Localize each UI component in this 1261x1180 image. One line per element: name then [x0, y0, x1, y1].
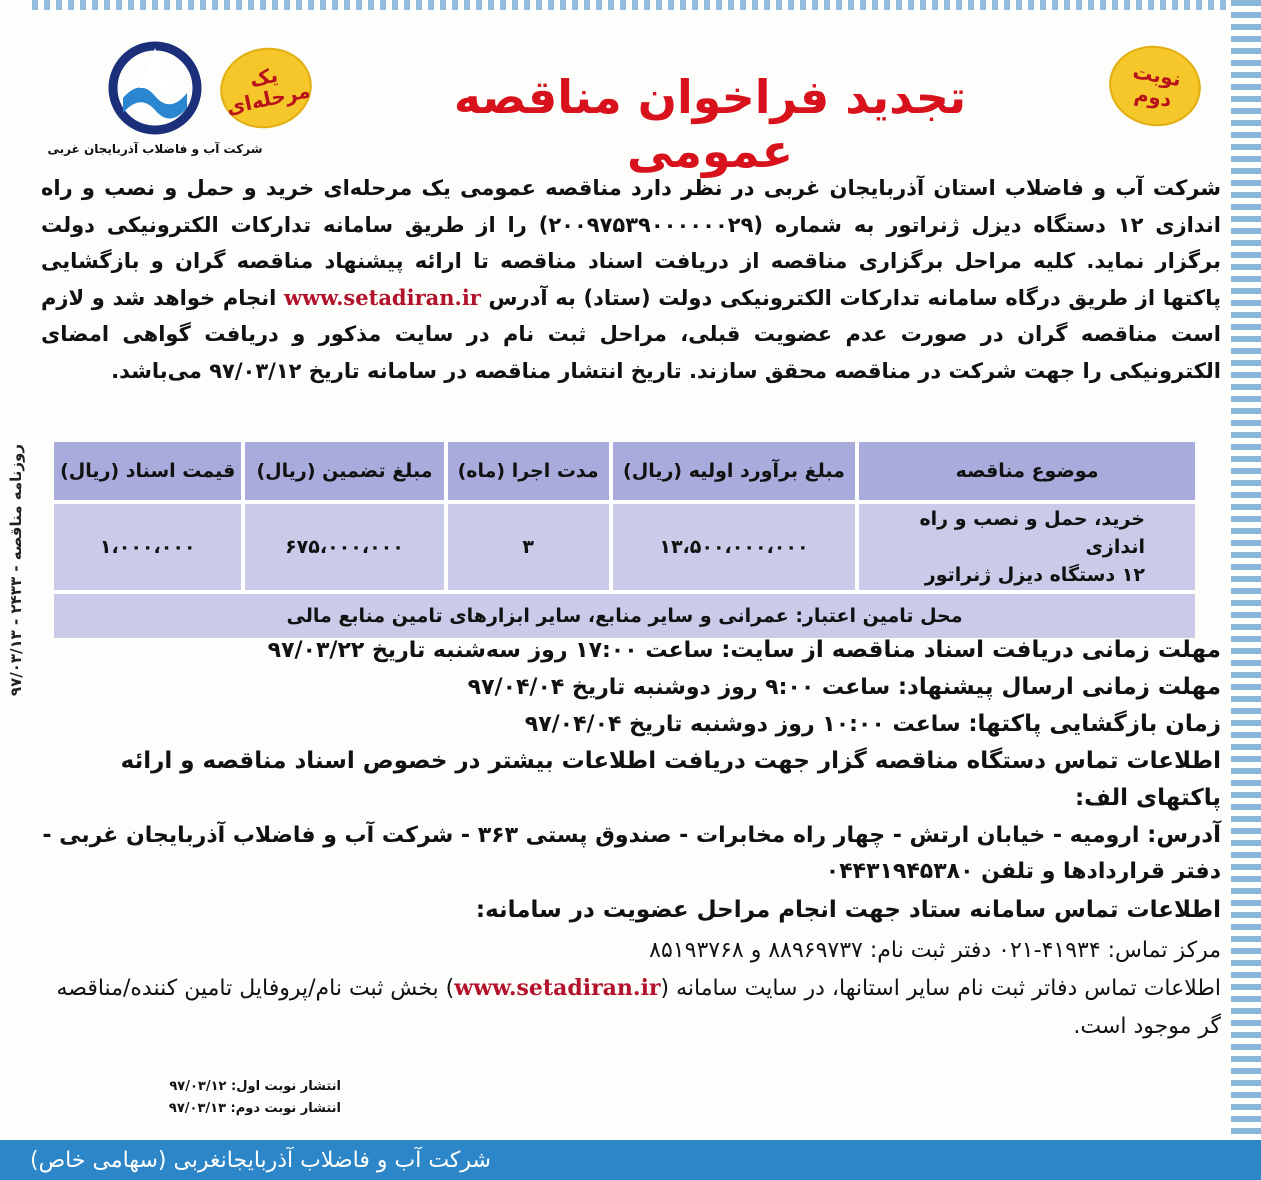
setad-link[interactable]: www.setadiran.ir: [284, 284, 481, 310]
logo-caption: شرکت آب و فاضلاب آذربایجان غربی: [47, 142, 263, 156]
right-wave-border: [1231, 0, 1261, 1180]
cell-subject: [857, 502, 1195, 592]
cell-guarantee: ۶۷۵،۰۰۰،۰۰۰: [243, 502, 445, 592]
contact-heading: [41, 743, 1221, 817]
second-round-badge: نوبت دوم: [1103, 39, 1207, 134]
intro-paragraph: [41, 170, 1221, 389]
call-center: مرکز تماس: ۴۱۹۳۴-۰۲۱ دفتر ثبت نام: ۸۸۹۶۹۷۳۷ و ۸۵۱۹۳۷۶۸: [649, 938, 1221, 963]
provinces-text-1: اطلاعات تماس دفاتر ثبت نام سایر استانها، در سایت سامانه (: [660, 976, 1221, 1001]
deadline-value: ساعت ۱۷:۰۰ روز سه‌شنبه تاریخ ۹۷/۰۳/۲۲: [267, 638, 714, 663]
header-guarantee: مبلغ تضمین (ریال): [243, 442, 445, 502]
deadline-value: ساعت ۹:۰۰ روز دوشنبه تاریخ ۹۷/۰۴/۰۴: [467, 675, 891, 700]
header: [40, 18, 1221, 178]
setad-heading-text: اطلاعات تماس سامانه ستاد جهت انجام مراحل عضویت در سامانه:: [475, 897, 1221, 923]
subject-line-2: ۱۲ دستگاه دیزل ژنراتور: [924, 564, 1145, 586]
publish-second: انتشار نوبت دوم: ۹۷/۰۳/۱۳: [168, 1101, 341, 1116]
deadlines-and-contact: [41, 632, 1221, 1046]
intro-text-1: در نظر دارد مناقصه عمومی یک مرحله‌ای خرید و حمل و نصب و راه اندازی ۱۲ دستگاه دیزل ژنراتور به شماره (۲۰۰۹۷۵۳۹۰۰۰۰۰۰۲۹) را از طریق سامانه تدارکات الکترونیکی دولت برگزار نماید. کلیه مراحل برگزاری مناقصه از دریافت اسناد مناقصه تا ارائه پیشنهاد مناقصه گران و بازگشایی پاکتها از طریق درگاه سامانه تدارکات الکترونیکی دولت (ستاد) به آدرس: [41, 176, 1222, 310]
funding-label: محل تامین اعتبار:: [795, 605, 963, 627]
top-wave-border: [32, 0, 1231, 10]
setad-heading: [41, 892, 1221, 929]
deadline-label: زمان بازگشایی پاکتها:: [968, 711, 1221, 737]
side-strip: [0, 0, 32, 1140]
intro-text-2: انجام خواهد شد و لازم است مناقصه گران در صورت عدم عضویت قبلی، مراحل ثبت نام در سایت مذکور و دریافت گواهی امضای الکترونیکی را جهت شرکت در مناقصه محقق سازند. تاریخ انتشار مناقصه در سامانه تاریخ ۹۷/۰۳/۱۲ می‌باشد.: [41, 285, 1221, 383]
tender-table: [50, 442, 1195, 638]
funding-value: عمرانی و سایر منابع، سایر ابزارهای تامین منابع مالی: [286, 605, 789, 627]
footer-text: شرکت آب و فاضلاب آذربایجانغربی (سهامی خاص): [30, 1147, 491, 1173]
header-subject: موضوع مناقصه: [857, 442, 1195, 502]
cell-doc-price: ۱،۰۰۰،۰۰۰: [52, 502, 243, 592]
deadline-label: مهلت زمانی دریافت اسناد مناقصه از سایت:: [721, 637, 1221, 663]
deadline-opening: [41, 706, 1221, 743]
publish-first: انتشار نوبت اول: ۹۷/۰۳/۱۲: [169, 1079, 341, 1094]
page-title: تجدید فراخوان مناقصه عمومی: [453, 70, 967, 178]
table-header-row: [52, 442, 1195, 502]
provinces-link[interactable]: www.setadiran.ir: [454, 975, 661, 1001]
deadline-value: ساعت ۱۰:۰۰ روز دوشنبه تاریخ ۹۷/۰۴/۰۴: [524, 712, 961, 737]
cell-estimate: ۱۳،۵۰۰،۰۰۰،۰۰۰: [611, 502, 857, 592]
address-value: ارومیه - خیابان ارتش - چهار راه مخابرات - صندوق پستی ۳۶۳ - شرکت آب و فاضلاب آذربایجان غربی - دفتر قراردادها و تلفن ۰۴۴۳۱۹۴۵۳۸۰: [42, 823, 1221, 884]
header-duration: مدت اجرا (ماه): [446, 442, 611, 502]
provinces-text-2: ) بخش ثبت نام/پروفایل تامین کننده/مناقصه گر موجود است.: [56, 976, 1221, 1039]
water-drop-logo-icon: [95, 38, 215, 138]
company-name: شرکت آب و فاضلاب استان آذربایجان غربی: [763, 176, 1221, 200]
address-label: آدرس:: [1147, 822, 1221, 848]
deadline-label: مهلت زمانی ارسال پیشنهاد:: [897, 674, 1221, 700]
single-stage-badge: یک مرحله‌ای: [213, 39, 320, 136]
provinces-info: [41, 969, 1221, 1046]
footer-bar: [0, 1140, 1261, 1180]
header-doc-price: قیمت اسناد (ریال): [52, 442, 243, 502]
subject-line-1: خرید، حمل و نصب و راه اندازی: [919, 508, 1145, 558]
deadline-proposal: [41, 669, 1221, 706]
table-row: [52, 502, 1195, 592]
header-estimate: مبلغ برآورد اولیه (ریال): [611, 442, 857, 502]
cell-duration: ۳: [446, 502, 611, 592]
deadline-documents: [41, 632, 1221, 669]
contact-heading-text: اطلاعات تماس دستگاه مناقصه گزار جهت دریافت اطلاعات بیشتر در خصوص اسناد مناقصه و ارائه پاکتهای الف:: [120, 748, 1221, 811]
publish-dates: [41, 1076, 341, 1120]
address: [41, 817, 1221, 890]
side-strip-text: روزنامه مناقصه - ۲۴۳۳ - ۹۷/۰۳/۱۳: [7, 443, 25, 697]
